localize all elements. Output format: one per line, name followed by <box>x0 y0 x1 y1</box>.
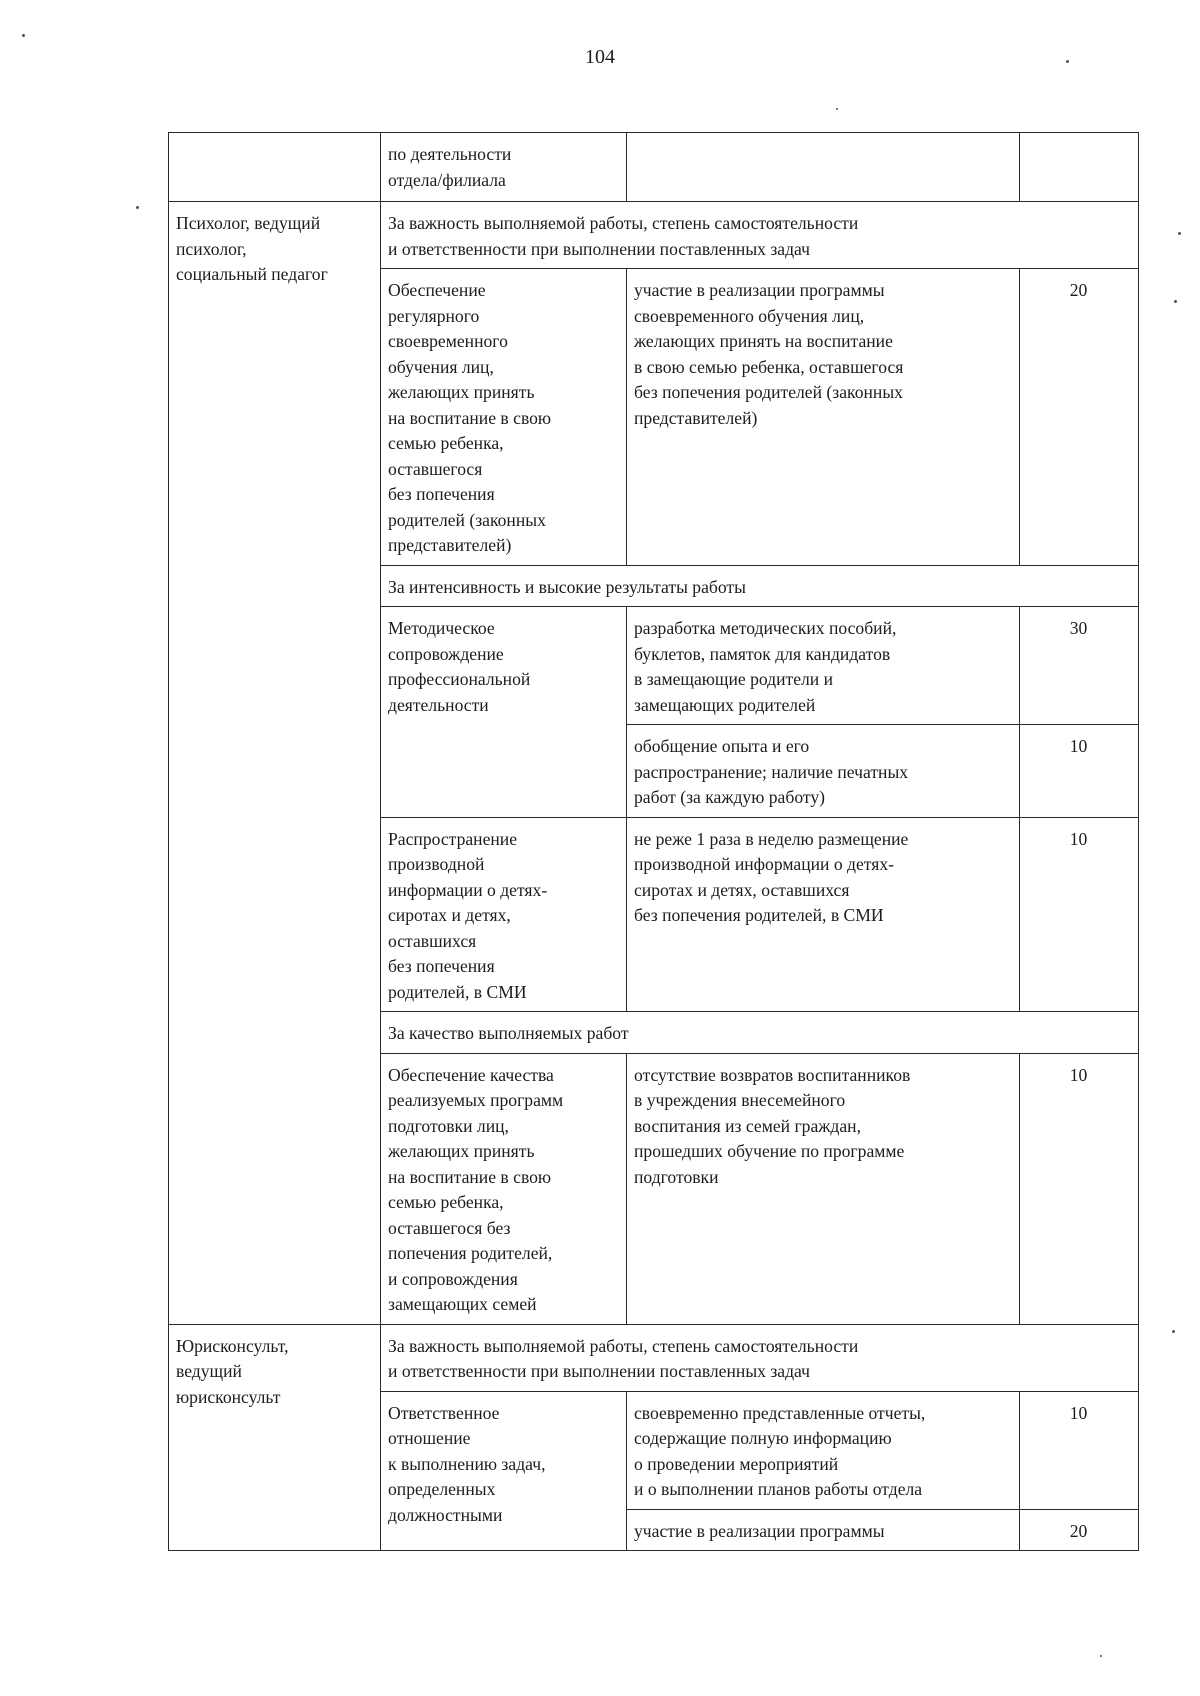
text-line: без попечения <box>388 956 495 976</box>
text-line: За важность выполняемой работы, степень самостоятельности <box>388 213 859 233</box>
criterion-cell <box>381 269 627 566</box>
scan-speck <box>836 108 838 110</box>
text-line: распространение; наличие печатных <box>634 761 909 782</box>
text-line: профессиональной <box>388 669 531 689</box>
text-line: семью ребенка, <box>388 433 504 453</box>
section-heading <box>381 1324 1139 1391</box>
text-line: без попечения родителей (законных <box>634 382 903 402</box>
scan-speck <box>136 206 139 209</box>
text-line: в замещающие родители и <box>634 669 834 689</box>
text-line: участие в реализации программы <box>634 1520 885 1541</box>
condition-cell <box>627 269 1020 566</box>
points-cell: 10 <box>1020 1391 1139 1509</box>
text-line: Распространение <box>388 828 518 849</box>
text-line: на воспитание в свою <box>388 1166 552 1187</box>
section-heading <box>381 202 1139 269</box>
text-line: без попечения <box>388 484 495 504</box>
text-line: обобщение опыта и его <box>634 736 810 756</box>
text-line: Обеспечение <box>388 280 486 300</box>
text-line: своевременно представленные отчеты, <box>634 1402 926 1423</box>
text-line: производной информации о детях- <box>634 854 895 874</box>
text-line: Юрисконсульт, <box>176 1335 289 1356</box>
section-heading <box>381 565 1139 607</box>
text-line: и о выполнении планов работы отдела <box>634 1479 923 1499</box>
text-line: на воспитание в свою <box>388 407 552 428</box>
text-line: обучения лиц, <box>388 356 494 377</box>
criterion-cell <box>381 1053 627 1324</box>
text-line: по деятельности <box>388 144 512 164</box>
text-line: и ответственности при выполнении поставленных задач <box>388 238 811 259</box>
condition-cell <box>627 607 1020 725</box>
points-cell: 30 <box>1020 607 1139 725</box>
text-line: работ (за каждую работу) <box>634 787 825 807</box>
position-cell <box>169 133 381 202</box>
text-line: Ответственное <box>388 1402 500 1423</box>
text-line: сиротах и детях, оставшихся <box>634 879 850 900</box>
text-line: в учреждения внесемейного <box>634 1090 846 1110</box>
text-line: представителей) <box>388 535 512 555</box>
criterion-cell <box>381 607 627 818</box>
text-line: желающих принять <box>388 382 535 402</box>
points-cell: 20 <box>1020 269 1139 566</box>
scan-speck <box>1172 1330 1175 1333</box>
text-line: в свою семью ребенка, оставшегося <box>634 356 904 377</box>
text-line: замещающих семей <box>388 1294 537 1314</box>
text-line: замещающих родителей <box>634 694 816 715</box>
text-line: своевременного <box>388 331 508 351</box>
position-cell <box>169 1324 381 1551</box>
text-line: сиротах и детях, <box>388 905 511 925</box>
points-cell <box>1020 133 1139 202</box>
text-line: Методическое <box>388 618 495 638</box>
text-line: о проведении мероприятий <box>634 1453 839 1474</box>
criteria-table-body <box>169 133 1139 1551</box>
condition-cell <box>627 133 1020 202</box>
points-cell: 20 <box>1020 1509 1139 1551</box>
text-line: ведущий <box>176 1361 242 1381</box>
text-line: регулярного <box>388 305 480 326</box>
text-line: сопровождение <box>388 643 504 664</box>
text-line: деятельности <box>388 694 489 715</box>
condition-cell <box>627 725 1020 818</box>
text-line: Обеспечение качества <box>388 1064 554 1085</box>
text-line: к выполнению задач, <box>388 1453 546 1474</box>
criteria-table <box>168 132 1139 1551</box>
text-line: оставшегося <box>388 458 483 479</box>
text-line: должностными <box>388 1504 503 1525</box>
scan-speck <box>1178 232 1181 235</box>
text-line: родителей, в СМИ <box>388 981 527 1002</box>
text-line: отсутствие возвратов воспитанников <box>634 1064 911 1085</box>
text-line: определенных <box>388 1479 496 1499</box>
text-line: информации о детях- <box>388 879 548 900</box>
criterion-cell <box>381 1391 627 1551</box>
page-number: 104 <box>585 46 615 68</box>
points-cell: 10 <box>1020 817 1139 1012</box>
text-line: попечения родителей, <box>388 1243 553 1263</box>
text-line: представителей) <box>634 407 758 428</box>
scan-speck <box>1174 300 1177 303</box>
points-cell: 10 <box>1020 725 1139 818</box>
text-line: желающих принять на воспитание <box>634 331 893 351</box>
condition-cell <box>627 1509 1020 1551</box>
points-cell: 10 <box>1020 1053 1139 1324</box>
text-line: разработка методических пособий, <box>634 618 897 638</box>
text-line: производной <box>388 854 485 874</box>
text-line: прошедших обучение по программе <box>634 1141 905 1161</box>
scan-speck <box>1066 60 1069 63</box>
text-line: подготовки лиц, <box>388 1115 509 1136</box>
condition-cell <box>627 1391 1020 1509</box>
position-cell <box>169 202 381 1325</box>
text-line: не реже 1 раза в неделю размещение <box>634 828 909 849</box>
text-line: и ответственности при выполнении поставленных задач <box>388 1361 811 1381</box>
text-line: подготовки <box>634 1166 719 1187</box>
text-line: отношение <box>388 1428 471 1448</box>
condition-cell <box>627 817 1020 1012</box>
text-line: юрисконсульт <box>176 1386 281 1407</box>
text-line: За интенсивность и высокие результаты работы <box>388 576 746 597</box>
text-line: За важность выполняемой работы, степень самостоятельности <box>388 1335 859 1356</box>
table-row <box>169 202 1139 269</box>
scan-speck <box>22 34 25 37</box>
text-line: психолог, <box>176 238 247 259</box>
text-line: желающих принять <box>388 1141 535 1161</box>
text-line: воспитания из семей граждан, <box>634 1115 862 1136</box>
text-line: социальный педагог <box>176 264 328 284</box>
text-line: оставшегося без <box>388 1217 511 1238</box>
text-line: участие в реализации программы <box>634 280 885 300</box>
condition-cell <box>627 1053 1020 1324</box>
text-line: семью ребенка, <box>388 1192 504 1212</box>
section-heading <box>381 1012 1139 1054</box>
text-line: Психолог, ведущий <box>176 213 321 233</box>
text-line: без попечения родителей, в СМИ <box>634 905 884 925</box>
text-line: реализуемых программ <box>388 1090 564 1110</box>
criterion-cell <box>381 133 627 202</box>
text-line: родителей (законных <box>388 509 546 530</box>
text-line: и сопровождения <box>388 1268 518 1289</box>
text-line: содержащие полную информацию <box>634 1428 892 1448</box>
text-line: оставшихся <box>388 930 477 951</box>
table-row <box>169 133 1139 202</box>
text-line: За качество выполняемых работ <box>388 1023 629 1043</box>
text-line: буклетов, памяток для кандидатов <box>634 643 891 664</box>
text-line: отдела/филиала <box>388 169 506 190</box>
criterion-cell <box>381 817 627 1012</box>
scan-speck <box>1100 1655 1102 1657</box>
text-line: своевременного обучения лиц, <box>634 305 865 326</box>
table-row <box>169 1324 1139 1391</box>
